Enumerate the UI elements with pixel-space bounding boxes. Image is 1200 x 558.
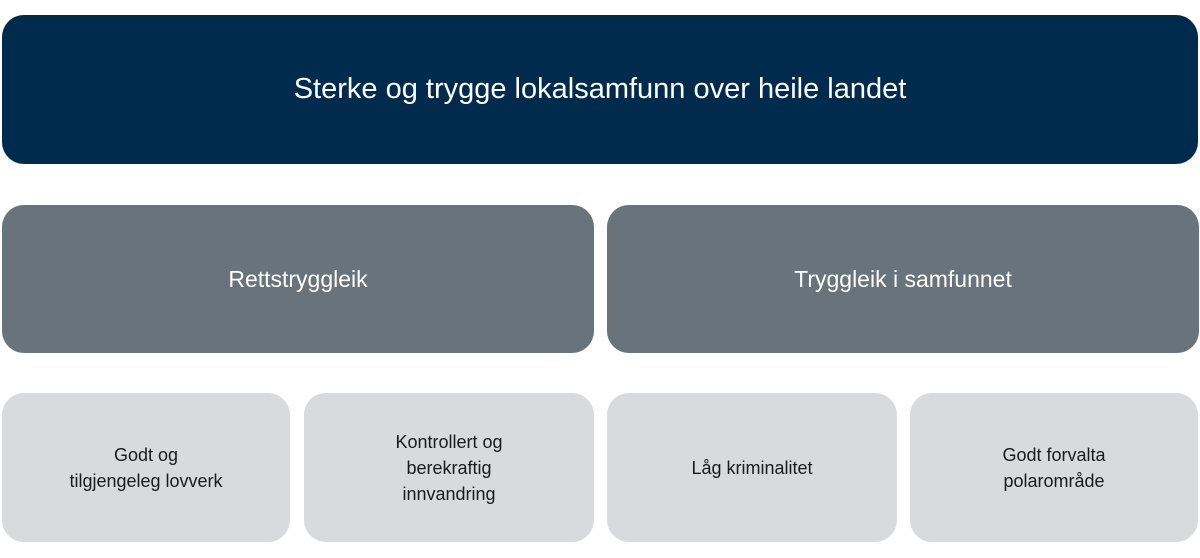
goal-label: Godt og tilgjengeleg lovverk [69, 444, 223, 491]
pillar-box-rettstryggleik [2, 205, 594, 353]
goal-box-innvandring [304, 393, 594, 542]
pillar-label: Rettstryggleik [228, 265, 368, 292]
root-goal-box [2, 15, 1198, 164]
goal-box-kriminalitet [607, 393, 897, 542]
root-goal-label: Sterke og trygge lokalsamfunn over heile landet [293, 73, 907, 105]
goal-label: Låg kriminalitet [691, 457, 813, 478]
goal-label: Godt forvalta polarområde [1002, 444, 1106, 491]
goal-label: Kontrollert og berekraftig innvandring [395, 431, 503, 504]
goal-box-polaromrade [910, 393, 1198, 542]
pillar-label: Tryggleik i samfunnet [794, 265, 1012, 292]
pillar-box-tryggleik [607, 205, 1199, 353]
goal-box-lovverk [2, 393, 290, 542]
